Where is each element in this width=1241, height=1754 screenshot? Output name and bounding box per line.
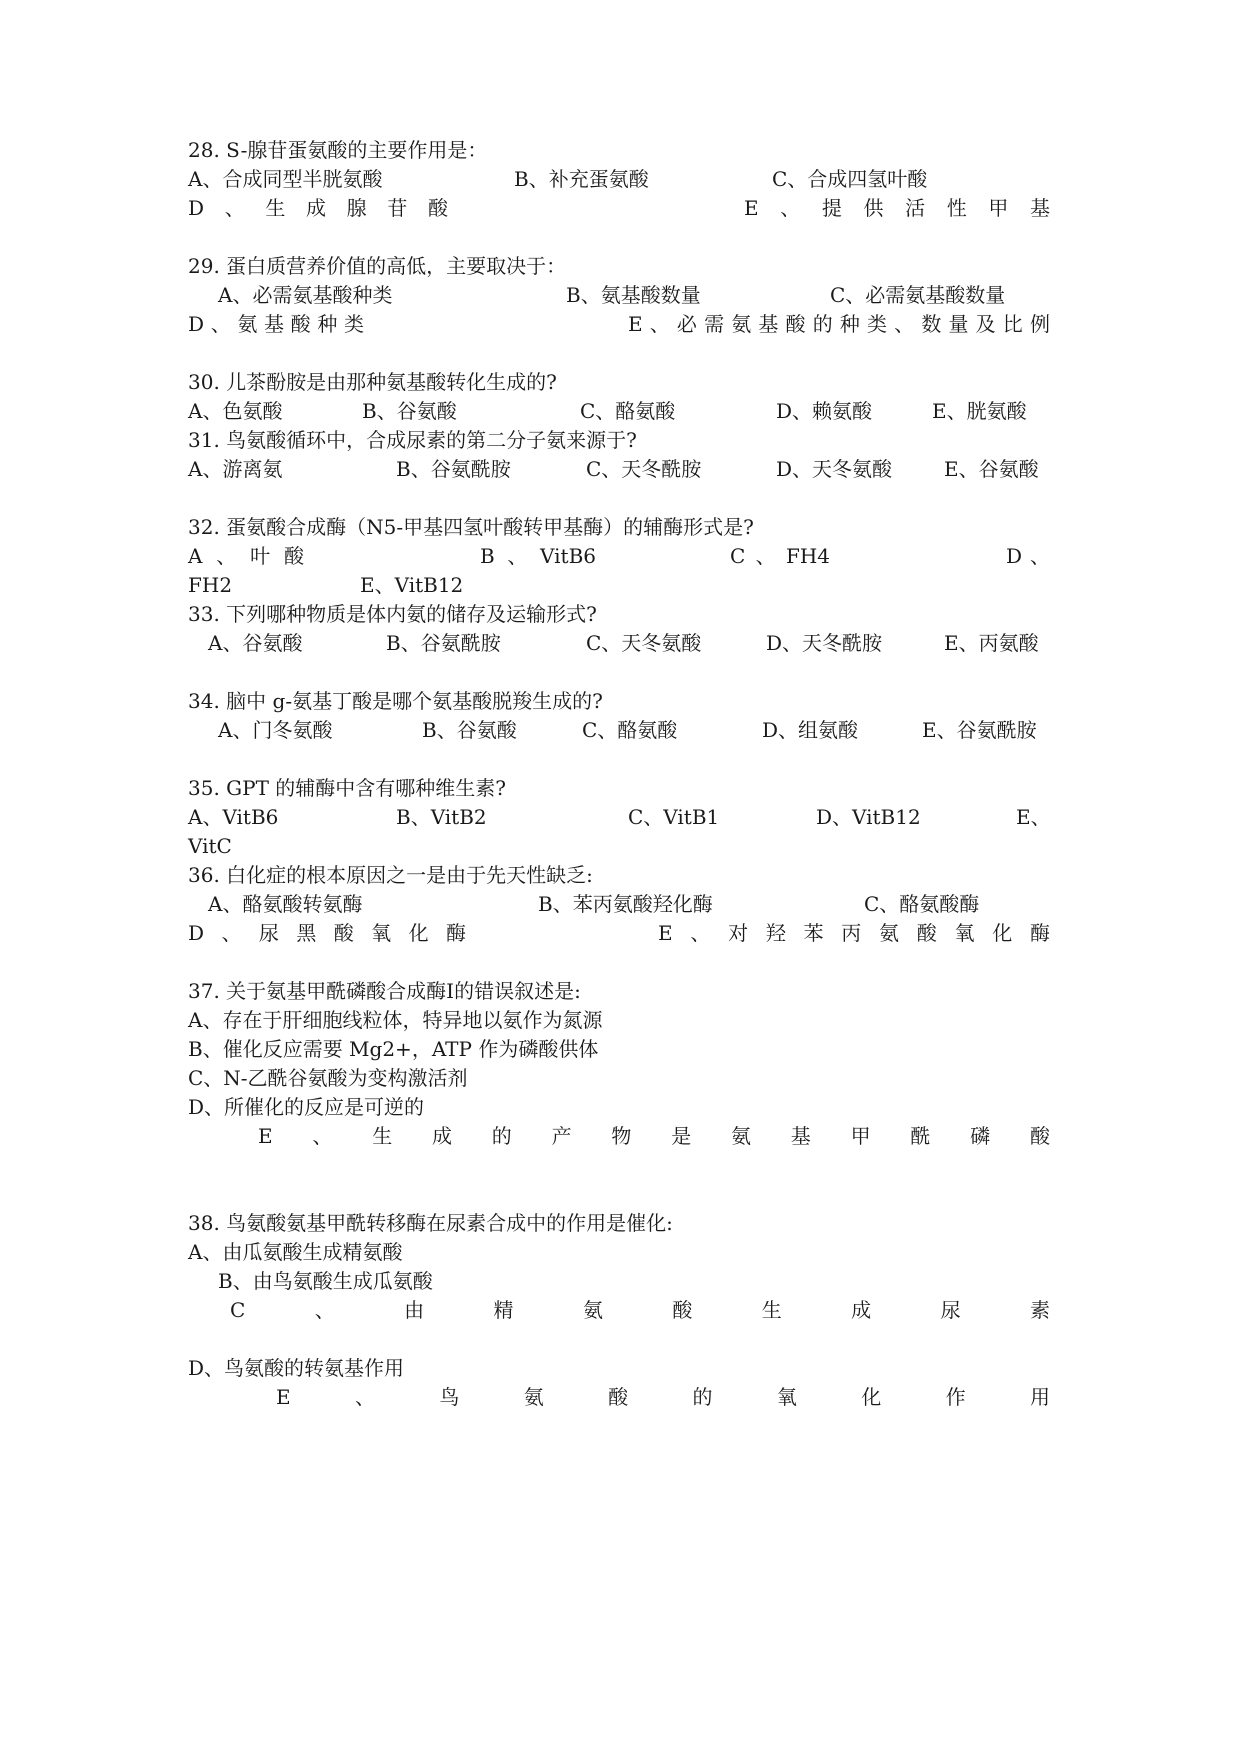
option-glyph: D bbox=[1006, 544, 1023, 568]
question-32-options-row2 bbox=[188, 569, 1050, 601]
option-glyph: 鸟 bbox=[439, 1385, 460, 1409]
option-glyph: 氨 bbox=[582, 1298, 603, 1322]
option-glyph: E bbox=[744, 196, 759, 220]
question-38-option-c bbox=[188, 1294, 1050, 1326]
option-glyph: 氧 bbox=[776, 1385, 797, 1409]
option-glyph: C bbox=[230, 1298, 246, 1322]
option-b: B、由鸟氨酸生成瓜氨酸 bbox=[218, 1269, 433, 1293]
option-b: B、谷氨酸 bbox=[422, 718, 517, 742]
option-glyph: 基 bbox=[1029, 196, 1050, 220]
option-glyph: E bbox=[658, 921, 673, 945]
option-glyph: 、 bbox=[1030, 544, 1050, 568]
option-glyph: D bbox=[188, 921, 205, 945]
question-37-option-b bbox=[188, 1033, 1050, 1065]
option-c: C、N-乙酰谷氨酸为变构激活剂 bbox=[188, 1066, 468, 1090]
option-glyph: 尿 bbox=[940, 1298, 961, 1322]
option-b: B、谷氨酸 bbox=[362, 399, 457, 423]
option-a: A、VitB6 bbox=[188, 805, 279, 829]
question-37-option-d bbox=[188, 1091, 1050, 1123]
option-glyph: 量 bbox=[948, 312, 969, 336]
question-38-option-d bbox=[188, 1352, 1050, 1384]
option-glyph: 生 bbox=[372, 1124, 393, 1148]
option-glyph: 素 bbox=[1029, 1298, 1050, 1322]
question-34-stem bbox=[188, 685, 1050, 717]
option-glyph: 、 bbox=[221, 921, 242, 945]
option-c: C、VitB1 bbox=[628, 805, 720, 829]
option-b: B、谷氨酰胺 bbox=[386, 631, 501, 655]
option-d: D、赖氨酸 bbox=[776, 399, 873, 423]
option-glyph: 酸 bbox=[672, 1298, 693, 1322]
option-glyph: 酸 bbox=[916, 921, 937, 945]
option-glyph: 酸 bbox=[785, 312, 806, 336]
option-glyph: 氨 bbox=[879, 921, 900, 945]
option-glyph: 基 bbox=[790, 1124, 811, 1148]
option-c: C、天冬氨酸 bbox=[586, 631, 702, 655]
option-glyph: C bbox=[730, 544, 746, 568]
option-d bbox=[188, 308, 364, 340]
question-38-option-a bbox=[188, 1236, 1050, 1268]
option-glyph: 、 bbox=[649, 312, 670, 336]
option-d-value: FH2 bbox=[188, 573, 233, 597]
option-e bbox=[744, 192, 1050, 224]
option-b: B、苯丙氨酸羟化酶 bbox=[538, 892, 713, 916]
option-c: C、合成四氢叶酸 bbox=[772, 167, 928, 191]
option-glyph: 酸 bbox=[608, 1385, 629, 1409]
option-glyph: 氨 bbox=[730, 1124, 751, 1148]
question-28-stem bbox=[188, 134, 1050, 166]
option-glyph: A bbox=[188, 544, 203, 568]
option-a: A、存在于肝细胞线粒体，特异地以氨作为氮源 bbox=[188, 1008, 603, 1032]
option-a: A、由瓜氨酸生成精氨酸 bbox=[188, 1240, 403, 1264]
option-e: E、胱氨酸 bbox=[932, 399, 1027, 423]
option-glyph: 用 bbox=[1029, 1385, 1050, 1409]
option-e: E、谷氨酸 bbox=[944, 457, 1039, 481]
question-text: 34. 脑中 g-氨基丁酸是哪个氨基酸脱羧生成的? bbox=[188, 689, 603, 713]
question-32-options-row1 bbox=[188, 540, 1050, 572]
option-a: A、酪氨酸转氨酶 bbox=[208, 892, 363, 916]
option-glyph: 活 bbox=[905, 196, 926, 220]
question-text: 28. S-腺苷蛋氨酸的主要作用是： bbox=[188, 138, 488, 162]
option-d: D、天冬酰胺 bbox=[766, 631, 883, 655]
option-glyph: 的 bbox=[692, 1385, 713, 1409]
option-glyph: 氨 bbox=[237, 312, 258, 336]
option-a: A、门冬氨酸 bbox=[218, 718, 333, 742]
question-34-options bbox=[188, 714, 1050, 746]
question-28-options-row1 bbox=[188, 163, 1050, 195]
question-36-options-row1 bbox=[188, 888, 1050, 920]
option-b: B、VitB2 bbox=[396, 805, 487, 829]
question-35-stem bbox=[188, 772, 1050, 804]
option-glyph: 、 bbox=[507, 544, 528, 568]
option-e bbox=[658, 917, 1050, 949]
question-36-stem bbox=[188, 859, 1050, 891]
option-glyph: 酸 bbox=[427, 196, 448, 220]
question-36-options-row2 bbox=[188, 917, 1050, 949]
option-e: E、丙氨酸 bbox=[944, 631, 1039, 655]
question-text: 35. GPT 的辅酶中含有哪种维生素? bbox=[188, 776, 507, 800]
option-glyph: 、 bbox=[314, 1298, 335, 1322]
option-glyph: 的 bbox=[491, 1124, 512, 1148]
question-31-options bbox=[188, 453, 1050, 485]
option-b: B、催化反应需要 Mg2+，ATP 作为磷酸供体 bbox=[188, 1037, 599, 1061]
option-glyph: 化 bbox=[408, 921, 429, 945]
question-29-stem bbox=[188, 250, 1050, 282]
question-29-options-row1 bbox=[188, 279, 1050, 311]
option-glyph: 酸 bbox=[283, 544, 304, 568]
option-d: D、天冬氨酸 bbox=[776, 457, 893, 481]
option-glyph: FH4 bbox=[785, 544, 830, 568]
option-glyph: D bbox=[188, 196, 205, 220]
option-glyph: 生 bbox=[265, 196, 286, 220]
question-text: 31. 鸟氨酸循环中，合成尿素的第二分子氨来源于? bbox=[188, 428, 637, 452]
option-glyph: 酶 bbox=[1029, 921, 1050, 945]
option-glyph: D bbox=[188, 312, 205, 336]
option-a bbox=[188, 540, 304, 572]
option-glyph: E bbox=[628, 312, 643, 336]
option-glyph: 、 bbox=[755, 544, 776, 568]
question-35-options-row1 bbox=[188, 801, 1050, 833]
option-a: A、色氨酸 bbox=[188, 399, 283, 423]
option-a: A、游离氨 bbox=[188, 457, 283, 481]
option-glyph: VitB6 bbox=[540, 544, 596, 568]
option-glyph: 、 bbox=[210, 312, 231, 336]
option-d bbox=[188, 917, 466, 949]
option-glyph: 性 bbox=[946, 196, 967, 220]
question-30-stem bbox=[188, 366, 1050, 398]
option-glyph: 氨 bbox=[731, 312, 752, 336]
option-glyph: 、 bbox=[216, 544, 237, 568]
option-glyph: 必 bbox=[676, 312, 697, 336]
option-b: B、氨基酸数量 bbox=[566, 283, 701, 307]
question-text: 29. 蛋白质营养价值的高低，主要取决于： bbox=[188, 254, 567, 278]
option-glyph: 黑 bbox=[296, 921, 317, 945]
option-glyph: 酸 bbox=[333, 921, 354, 945]
option-glyph: 提 bbox=[821, 196, 842, 220]
option-glyph: 化 bbox=[861, 1385, 882, 1409]
option-glyph: 例 bbox=[1029, 312, 1050, 336]
option-d: D、所催化的反应是可逆的 bbox=[188, 1095, 425, 1119]
option-b: B、谷氨酰胺 bbox=[396, 457, 511, 481]
option-e: E、谷氨酰胺 bbox=[922, 718, 1037, 742]
option-glyph: 成 bbox=[306, 196, 327, 220]
option-c: C、酪氨酸酶 bbox=[864, 892, 980, 916]
option-glyph: 类 bbox=[867, 312, 888, 336]
option-a: A、谷氨酸 bbox=[208, 631, 303, 655]
option-e-value: VitC bbox=[188, 834, 232, 858]
option-glyph: 基 bbox=[758, 312, 779, 336]
option-d: D、组氨酸 bbox=[762, 718, 859, 742]
option-glyph: 及 bbox=[975, 312, 996, 336]
option-d bbox=[1006, 540, 1050, 572]
option-glyph: 作 bbox=[945, 1385, 966, 1409]
question-29-options-row2 bbox=[188, 308, 1050, 340]
option-c bbox=[230, 1294, 1050, 1326]
option-glyph: B bbox=[480, 544, 495, 568]
option-glyph: 甲 bbox=[850, 1124, 871, 1148]
option-glyph: 物 bbox=[611, 1124, 632, 1148]
question-32-stem bbox=[188, 511, 1050, 543]
option-glyph: 、 bbox=[894, 312, 915, 336]
question-text: 38. 鸟氨酸氨基甲酰转移酶在尿素合成中的作用是催化: bbox=[188, 1211, 673, 1235]
question-37-stem bbox=[188, 975, 1050, 1007]
option-e bbox=[276, 1381, 1050, 1413]
option-glyph: 、 bbox=[690, 921, 711, 945]
question-37-option-c bbox=[188, 1062, 1050, 1094]
question-31-stem bbox=[188, 424, 1050, 456]
option-glyph: 成 bbox=[851, 1298, 872, 1322]
option-glyph: 化 bbox=[992, 921, 1013, 945]
option-glyph: 类 bbox=[343, 312, 364, 336]
option-glyph: 是 bbox=[671, 1124, 692, 1148]
option-glyph: 羟 bbox=[765, 921, 786, 945]
question-text: 37. 关于氨基甲酰磷酸合成酶Ⅰ的错误叙述是: bbox=[188, 979, 581, 1003]
option-glyph: 成 bbox=[432, 1124, 452, 1148]
question-33-options bbox=[188, 627, 1050, 659]
question-37-option-e bbox=[188, 1120, 1050, 1152]
option-e bbox=[258, 1120, 1050, 1152]
option-glyph: 对 bbox=[728, 921, 749, 945]
question-35-options-row2 bbox=[188, 830, 1050, 862]
option-e: E、VitB12 bbox=[360, 573, 464, 597]
option-glyph: 、 bbox=[780, 196, 801, 220]
question-38-option-e bbox=[188, 1381, 1050, 1413]
option-glyph: 酸 bbox=[1029, 1124, 1050, 1148]
option-b: B、补充蛋氨酸 bbox=[514, 167, 649, 191]
option-glyph: 苷 bbox=[387, 196, 408, 220]
option-glyph: 精 bbox=[493, 1298, 514, 1322]
option-glyph: 氧 bbox=[371, 921, 392, 945]
option-glyph: 甲 bbox=[988, 196, 1009, 220]
option-e: E、 bbox=[1016, 805, 1051, 829]
option-glyph: 酶 bbox=[446, 921, 466, 945]
option-glyph: 由 bbox=[404, 1298, 425, 1322]
option-glyph: 的 bbox=[812, 312, 833, 336]
question-text: 33. 下列哪种物质是体内氨的储存及运输形式? bbox=[188, 602, 597, 626]
question-38-option-b bbox=[188, 1265, 1050, 1297]
option-glyph: 产 bbox=[551, 1124, 572, 1148]
question-33-stem bbox=[188, 598, 1050, 630]
option-glyph: 、 bbox=[354, 1385, 375, 1409]
option-glyph: 氨 bbox=[523, 1385, 544, 1409]
option-glyph: E bbox=[276, 1385, 291, 1409]
question-30-options bbox=[188, 395, 1050, 427]
option-b bbox=[480, 540, 596, 572]
option-glyph: 生 bbox=[761, 1298, 782, 1322]
option-a: A、必需氨基酸种类 bbox=[218, 283, 393, 307]
option-glyph: 苯 bbox=[803, 921, 824, 945]
option-e bbox=[628, 308, 1050, 340]
option-glyph: 叶 bbox=[250, 544, 271, 568]
option-c: C、酪氨酸 bbox=[582, 718, 678, 742]
option-glyph: 供 bbox=[863, 196, 884, 220]
question-38-stem bbox=[188, 1207, 1050, 1239]
option-glyph: 酰 bbox=[910, 1124, 931, 1148]
option-glyph: 基 bbox=[264, 312, 285, 336]
option-d: D、鸟氨酸的转氨基作用 bbox=[188, 1356, 405, 1380]
option-glyph: 比 bbox=[1002, 312, 1023, 336]
option-glyph: E bbox=[258, 1124, 273, 1148]
option-d bbox=[188, 192, 448, 224]
option-glyph: 尿 bbox=[258, 921, 279, 945]
question-text: 30. 儿茶酚胺是由那种氨基酸转化生成的? bbox=[188, 370, 557, 394]
option-c bbox=[730, 540, 830, 572]
option-glyph: 种 bbox=[317, 312, 338, 336]
option-glyph: 丙 bbox=[841, 921, 862, 945]
option-c: C、天冬酰胺 bbox=[586, 457, 702, 481]
question-28-options-row2 bbox=[188, 192, 1050, 224]
option-c: C、酪氨酸 bbox=[580, 399, 676, 423]
option-glyph: 酸 bbox=[290, 312, 311, 336]
option-a: A、合成同型半胱氨酸 bbox=[188, 167, 383, 191]
option-c: C、必需氨基酸数量 bbox=[830, 283, 1006, 307]
option-glyph: 数 bbox=[921, 312, 942, 336]
option-glyph: 腺 bbox=[346, 196, 367, 220]
option-glyph: 磷 bbox=[970, 1124, 991, 1148]
question-text: 32. 蛋氨酸合成酶（N5-甲基四氢叶酸转甲基酶）的辅酶形式是? bbox=[188, 515, 754, 539]
option-glyph: 、 bbox=[312, 1124, 333, 1148]
option-d: D、VitB12 bbox=[816, 805, 921, 829]
option-glyph: 、 bbox=[224, 196, 245, 220]
option-glyph: 需 bbox=[704, 312, 725, 336]
question-text: 36. 白化症的根本原因之一是由于先天性缺乏: bbox=[188, 863, 593, 887]
question-37-option-a bbox=[188, 1004, 1050, 1036]
option-glyph: 种 bbox=[839, 312, 860, 336]
option-glyph: 氧 bbox=[954, 921, 975, 945]
